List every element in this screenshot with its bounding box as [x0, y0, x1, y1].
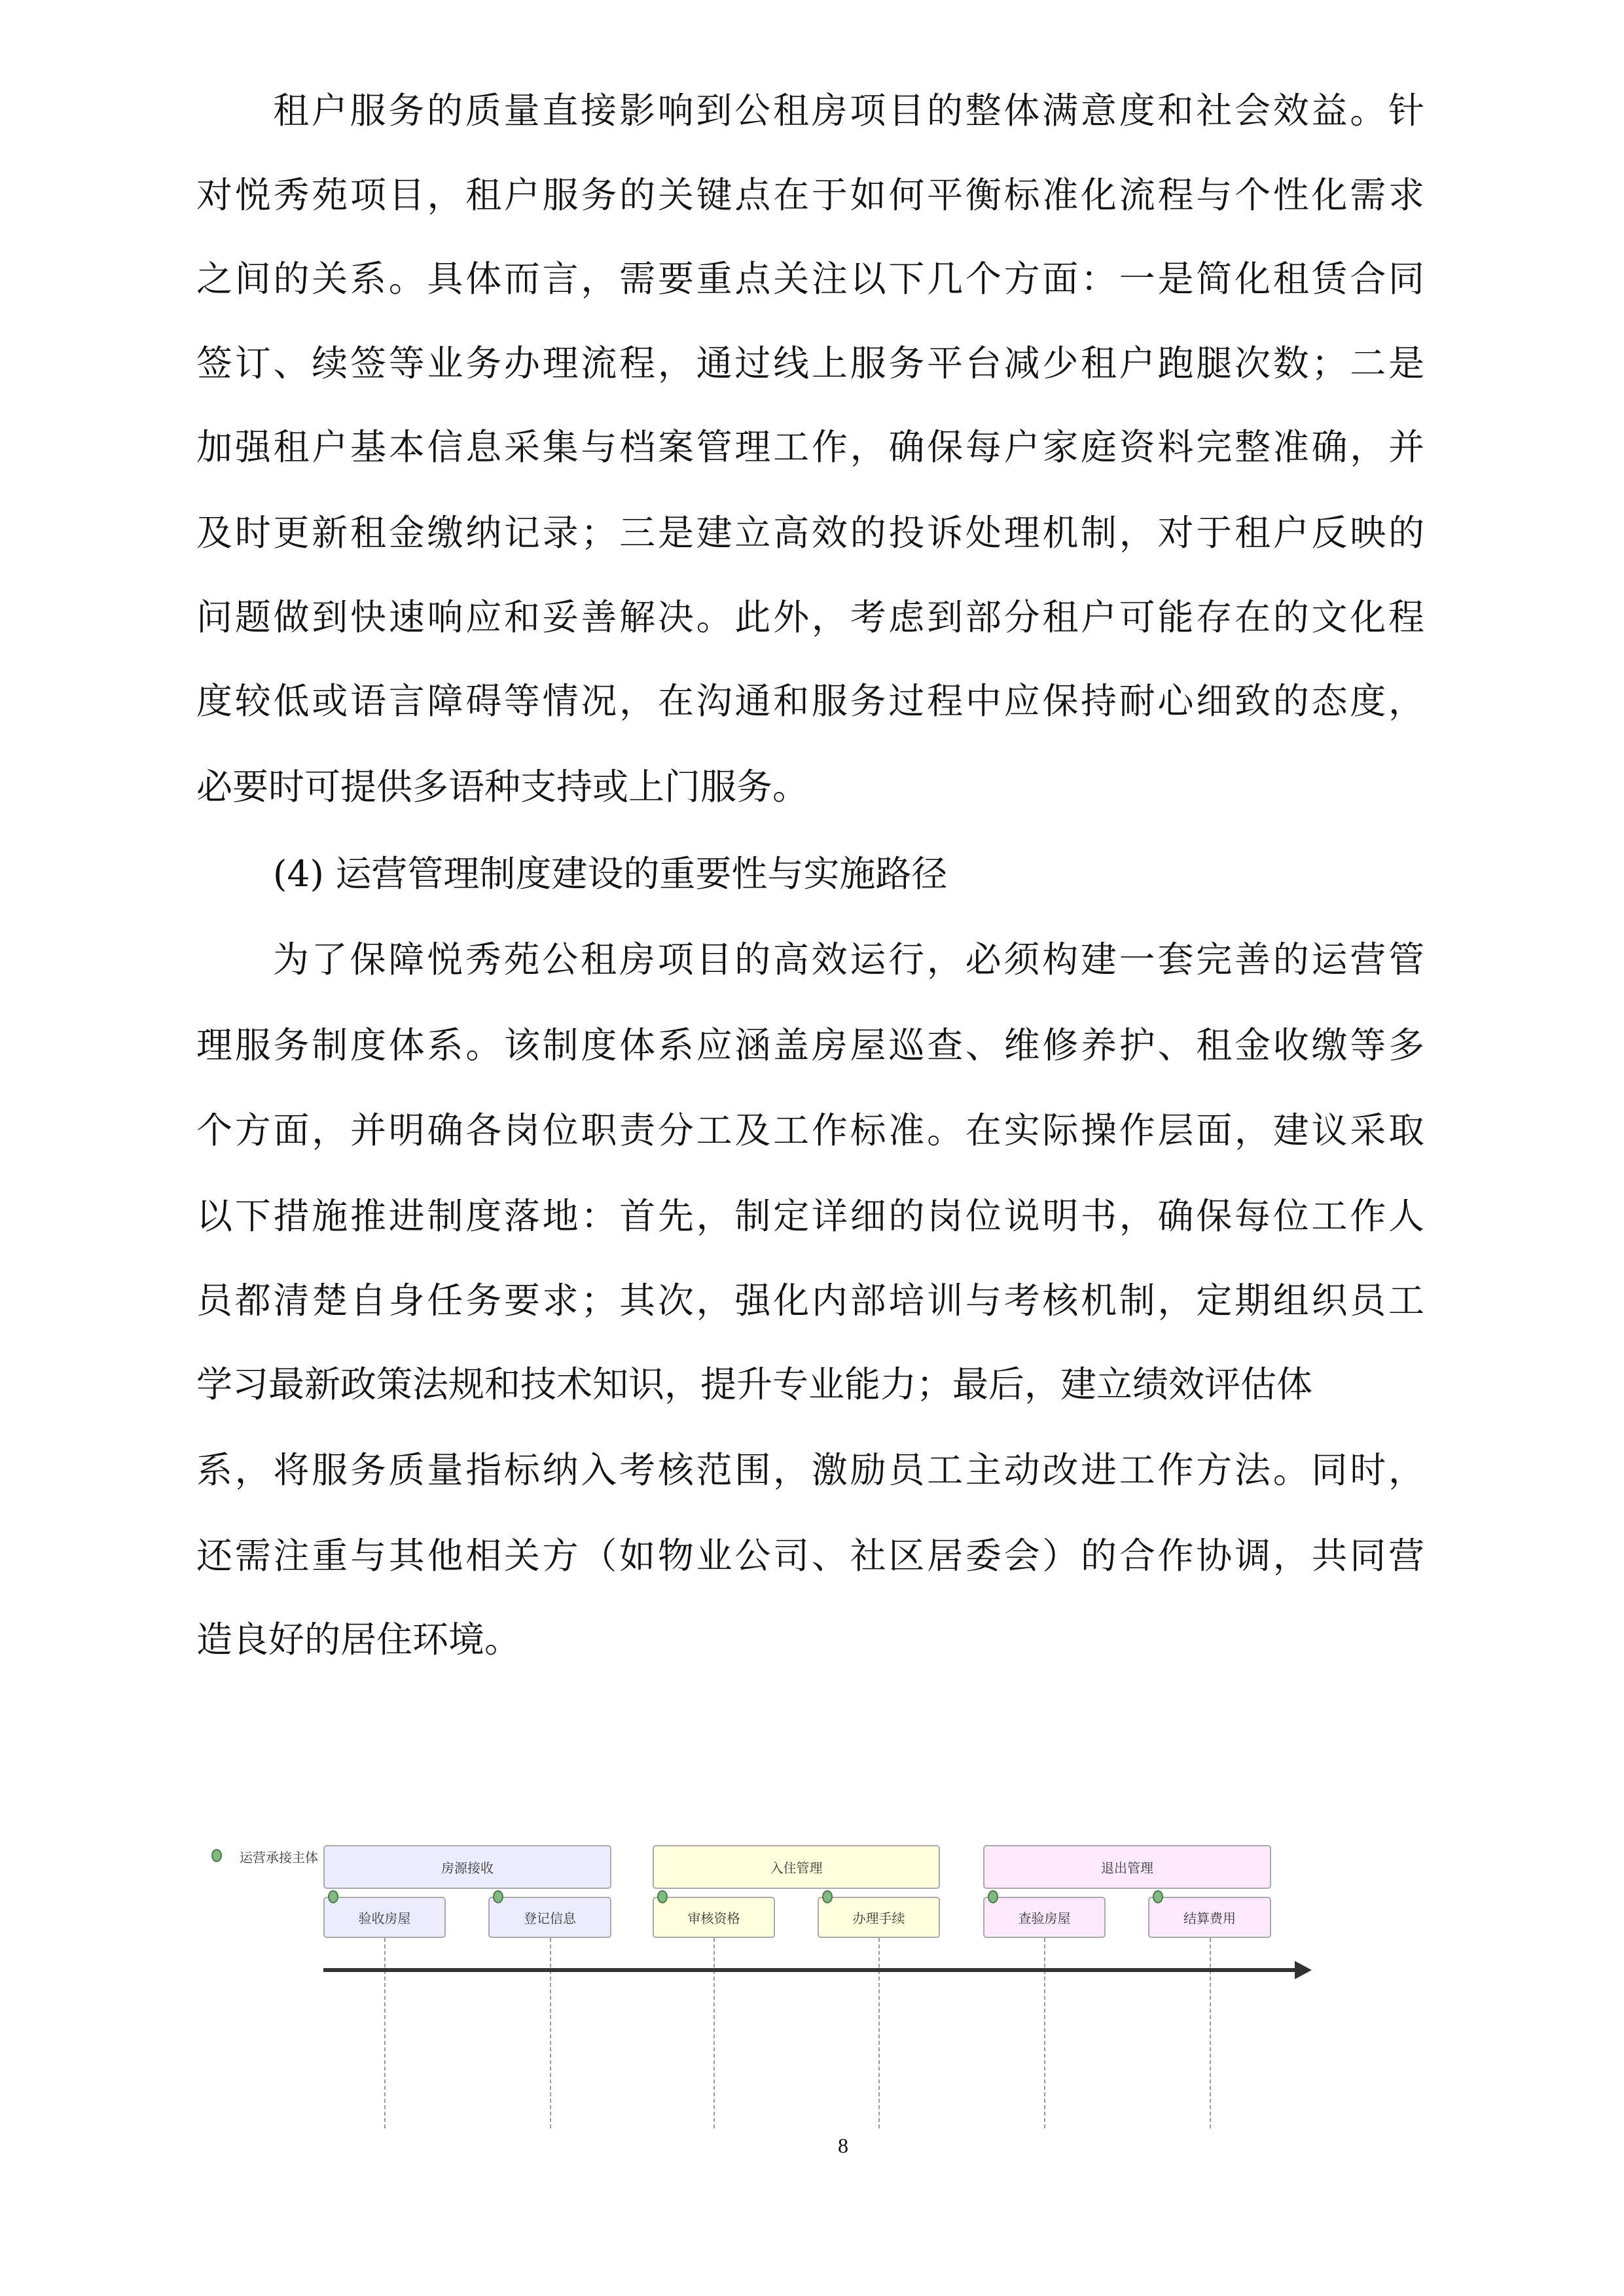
phase-box: 入住管理 [653, 1845, 940, 1889]
arrowhead-icon [1295, 1961, 1312, 1979]
step-box: 登记信息 [488, 1897, 611, 1938]
paragraph-line: 员都清楚自身任务要求；其次，强化内部培训与考核机制，定期组织员工 [196, 1280, 1424, 1321]
paragraph-line: 对悦秀苑项目，租户服务的关键点在于如何平衡标准化流程与个性化需求 [196, 174, 1424, 216]
paragraph-line: 问题做到快速响应和妥善解决。此外，考虑到部分租户可能存在的文化程 [196, 596, 1424, 638]
paragraph-line: 签订、续签等业务办理流程，通过线上服务平台减少租户跑腿次数；二是 [196, 342, 1424, 384]
paragraph-line: 租户服务的质量直接影响到公租房项目的整体满意度和社会效益。针 [273, 90, 1424, 132]
paragraph-line: 理服务制度体系。该制度体系应涵盖房屋巡查、维修养护、租金收缴等多 [196, 1024, 1424, 1066]
marker-icon [493, 1890, 503, 1903]
paragraph-line: 加强租户基本信息采集与档案管理工作，确保每户家庭资料完整准确，并 [196, 426, 1424, 468]
paragraph-line: 度较低或语言障碍等情况，在沟通和服务过程中应保持耐心细致的态度， [196, 680, 1424, 722]
timeline-axis [323, 1968, 1297, 1972]
paragraph-line: 造良好的居住环境。 [196, 1619, 521, 1660]
marker-icon [1153, 1890, 1163, 1903]
step-box: 审核资格 [653, 1897, 775, 1938]
paragraph-line: 个方面，并明确各岗位职责分工及工作标准。在实际操作层面，建议采取 [196, 1109, 1424, 1151]
legend-marker-icon [211, 1849, 222, 1862]
paragraph-line: 之间的关系。具体而言，需要重点关注以下几个方面：一是简化租赁合同 [196, 258, 1424, 300]
dashed-guide-line [384, 1938, 386, 2128]
marker-icon [657, 1890, 668, 1903]
phase-box: 退出管理 [983, 1845, 1271, 1889]
dashed-guide-line [550, 1938, 551, 2128]
dashed-guide-line [878, 1938, 880, 2128]
legend-label: 运营承接主体 [240, 1850, 318, 1865]
paragraph-line: 还需注重与其他相关方（如物业公司、社区居委会）的合作协调，共同营 [196, 1535, 1424, 1577]
paragraph-line: 必要时可提供多语种支持或上门服务。 [196, 766, 809, 808]
phase-box: 房源接收 [323, 1845, 611, 1889]
marker-icon [988, 1890, 998, 1903]
step-box: 办理手续 [818, 1897, 940, 1938]
marker-icon [822, 1890, 833, 1903]
marker-icon [328, 1890, 338, 1903]
step-box: 结算费用 [1148, 1897, 1271, 1938]
paragraph-line: 学习最新政策法规和技术知识，提升专业能力；最后，建立绩效评估体 [196, 1363, 1313, 1405]
step-box: 查验房屋 [983, 1897, 1106, 1938]
paragraph-line: 系，将服务质量指标纳入考核范围，激励员工主动改进工作方法。同时， [196, 1449, 1424, 1491]
section-heading: (4) 运营管理制度建设的重要性与实施路径 [273, 853, 948, 895]
paragraph-line: 及时更新租金缴纳记录；三是建立高效的投诉处理机制，对于租户反映的 [196, 512, 1424, 554]
dashed-guide-line [1044, 1938, 1045, 2128]
page-number: 8 [838, 2134, 848, 2157]
dashed-guide-line [1210, 1938, 1211, 2128]
paragraph-line: 为了保障悦秀苑公租房项目的高效运行，必须构建一套完善的运营管 [273, 939, 1424, 980]
step-box: 验收房屋 [323, 1897, 446, 1938]
dashed-guide-line [713, 1938, 715, 2128]
paragraph-line: 以下措施推进制度落地：首先，制定详细的岗位说明书，确保每位工作人 [196, 1195, 1424, 1237]
